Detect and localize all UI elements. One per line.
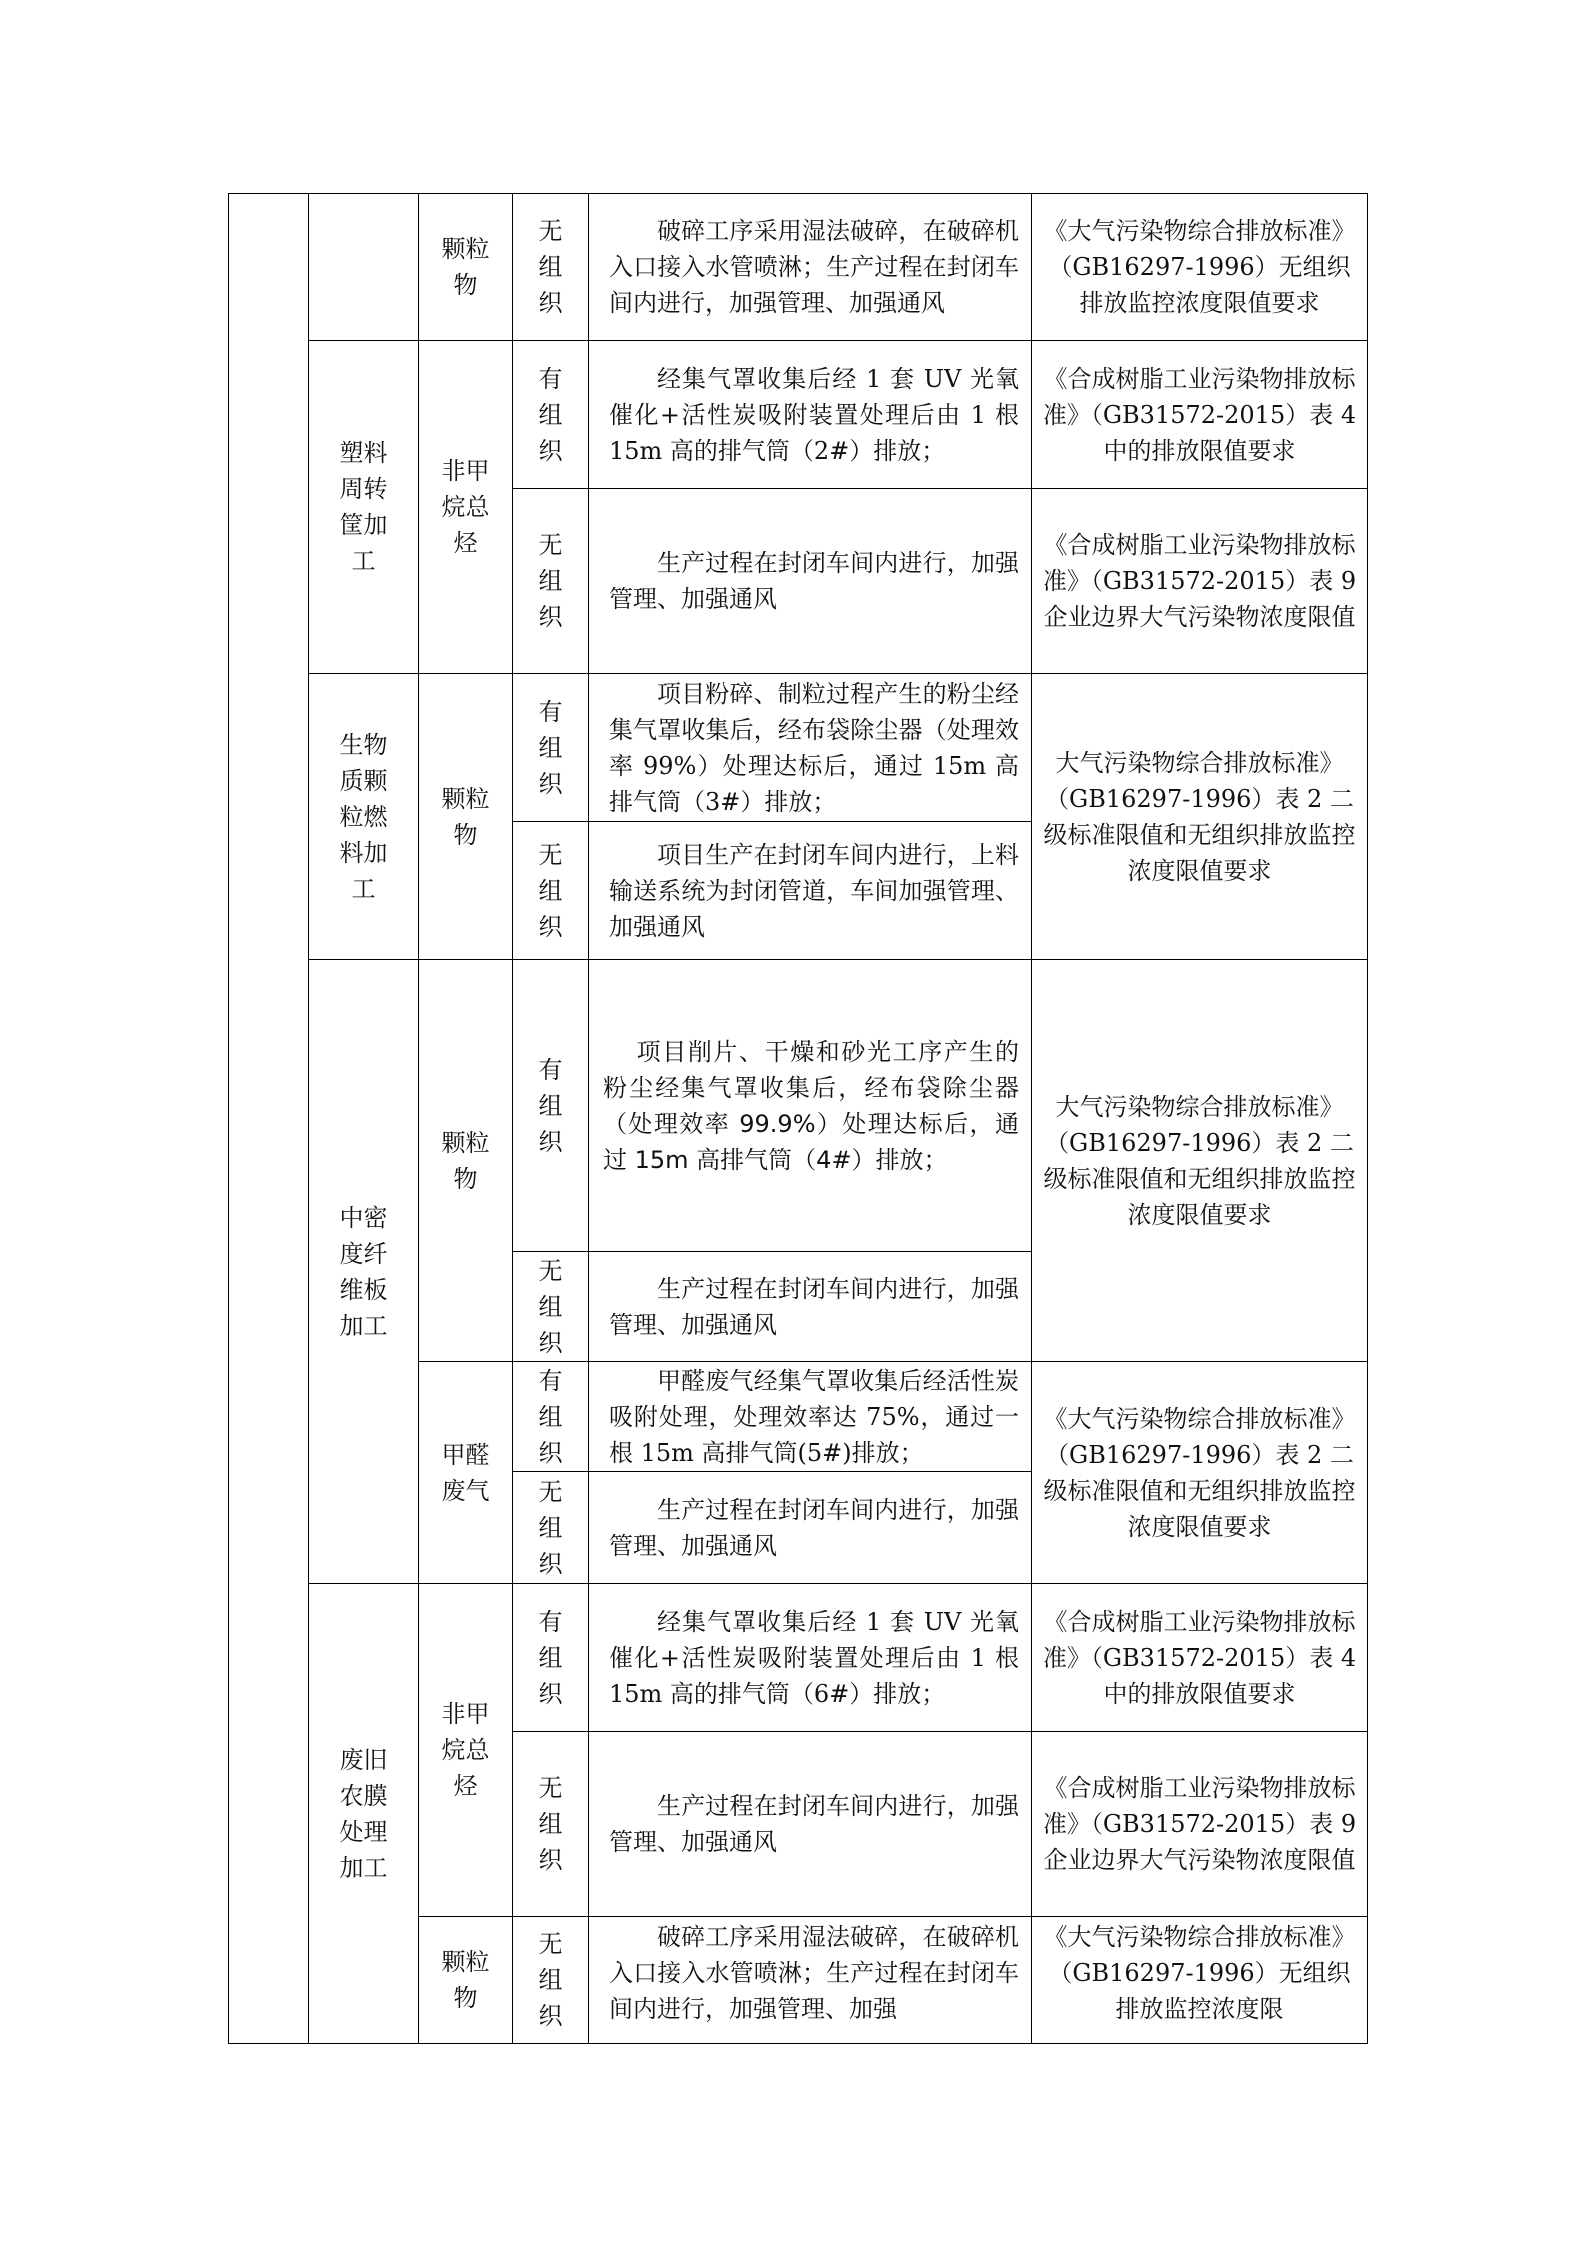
control-measure-cell: 破碎工序采用湿法破碎，在破碎机入口接入水管喷淋；生产过程在封闭车间内进行，加强管理、加强: [589, 1917, 1032, 2044]
emission-mode-cell: 无组织: [513, 1732, 589, 1917]
process-cell: 生物质颗粒燃料加工: [309, 674, 419, 960]
control-measure-cell: 甲醛废气经集气罩收集后经活性炭吸附处理，处理效率达 75%，通过一根 15m 高排气筒(5#)排放；: [589, 1362, 1032, 1472]
emission-standard-cell: 《大气污染物综合排放标准》（GB16297-1996）无组织排放监控浓度限: [1032, 1917, 1368, 2044]
emission-standard-cell: 《合成树脂工业污染物排放标准》（GB31572-2015）表 4 中的排放限值要求: [1032, 341, 1368, 489]
emission-mode-cell: 无组织: [513, 1917, 589, 2044]
control-measure-cell: 项目生产在封闭车间内进行，上料输送系统为封闭管道，车间加强管理、加强通风: [589, 822, 1032, 960]
emission-mode-cell: 无组织: [513, 822, 589, 960]
process-cell: 废旧农膜处理加工: [309, 1584, 419, 2044]
emission-standard-cell: 《合成树脂工业污染物排放标准》（GB31572-2015）表 9 企业边界大气污染物浓度限值: [1032, 489, 1368, 674]
emission-standard-cell: 《大气污染物综合排放标准》（GB16297-1996）表 2 二级标准限值和无组织排放监控浓度限值要求: [1032, 1362, 1368, 1584]
control-measure-cell: 破碎工序采用湿法破碎，在破碎机入口接入水管喷淋；生产过程在封闭车间内进行，加强管理、加强通风: [589, 194, 1032, 341]
emission-mode-cell: 无组织: [513, 1472, 589, 1584]
control-measure-cell: 项目削片、干燥和砂光工序产生的粉尘经集气罩收集后，经布袋除尘器（处理效率 99.9%）处理达标后，通过 15m 高排气筒（4#）排放；: [589, 960, 1032, 1252]
pollutant-cell: 非甲烷总烃: [419, 341, 513, 674]
table-row: [229, 674, 1368, 822]
emission-mode-cell: 无组织: [513, 194, 589, 341]
control-measure-cell: 生产过程在封闭车间内进行，加强管理、加强通风: [589, 489, 1032, 674]
emission-standard-cell: 《合成树脂工业污染物排放标准》（GB31572-2015）表 9 企业边界大气污染物浓度限值: [1032, 1732, 1368, 1917]
emission-mode-cell: 无组织: [513, 1252, 589, 1362]
emission-standard-cell: 《大气污染物综合排放标准》（GB16297-1996）无组织排放监控浓度限值要求: [1032, 194, 1368, 341]
pollutant-cell: 颗粒物: [419, 960, 513, 1362]
emission-mode-cell: 有组织: [513, 1362, 589, 1472]
control-measure-cell: 生产过程在封闭车间内进行，加强管理、加强通风: [589, 1732, 1032, 1917]
control-measure-cell: 生产过程在封闭车间内进行，加强管理、加强通风: [589, 1472, 1032, 1584]
table-row: [229, 960, 1368, 1252]
pollutant-cell: 非甲烷总烃: [419, 1584, 513, 1917]
control-measure-cell: 经集气罩收集后经 1 套 UV 光氧催化+活性炭吸附装置处理后由 1 根 15m 高的排气筒（2#）排放；: [589, 341, 1032, 489]
table-row: [229, 194, 1368, 341]
process-cell: 中密度纤维板加工: [309, 960, 419, 1584]
emission-standard-cell: 大气污染物综合排放标准》（GB16297-1996）表 2 二级标准限值和无组织排放监控浓度限值要求: [1032, 674, 1368, 960]
emission-standard-cell: 大气污染物综合排放标准》（GB16297-1996）表 2 二级标准限值和无组织排放监控浓度限值要求: [1032, 960, 1368, 1362]
emission-mode-cell: 有组织: [513, 341, 589, 489]
pollutant-cell: 颗粒物: [419, 194, 513, 341]
pollution-control-table: [228, 193, 1368, 2044]
control-measure-cell: 项目粉碎、制粒过程产生的粉尘经集气罩收集后，经布袋除尘器（处理效率 99%）处理达标后，通过 15m 高排气筒（3#）排放；: [589, 674, 1032, 822]
table-row: [229, 341, 1368, 489]
table-row: [229, 1584, 1368, 1732]
pollutant-cell: 甲醛废气: [419, 1362, 513, 1584]
emission-mode-cell: 无组织: [513, 489, 589, 674]
emission-standard-cell: 《合成树脂工业污染物排放标准》（GB31572-2015）表 4 中的排放限值要求: [1032, 1584, 1368, 1732]
emission-mode-cell: 有组织: [513, 674, 589, 822]
control-measure-cell: 经集气罩收集后经 1 套 UV 光氧催化+活性炭吸附装置处理后由 1 根 15m 高的排气筒（6#）排放；: [589, 1584, 1032, 1732]
blank-first-column-cell: [229, 194, 309, 2044]
control-measure-cell: 生产过程在封闭车间内进行，加强管理、加强通风: [589, 1252, 1032, 1362]
process-cell-continued: [309, 194, 419, 341]
pollutant-cell: 颗粒物: [419, 1917, 513, 2044]
process-cell: 塑料周转筐加工: [309, 341, 419, 674]
pollutant-cell: 颗粒物: [419, 674, 513, 960]
emission-mode-cell: 有组织: [513, 1584, 589, 1732]
emission-mode-cell: 有组织: [513, 960, 589, 1252]
